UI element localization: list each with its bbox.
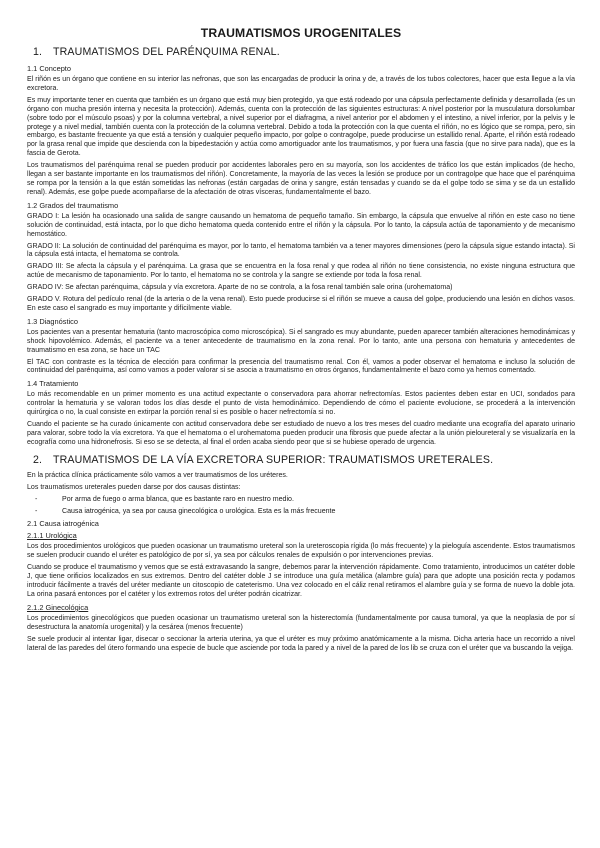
grado-paragraph: GRADO V. Rotura del pedículo renal (de la arteria o de la vena renal). Esto puede producirse si el riñón se mueve a causa del golpe, produciendo una lesión en dichos vasos. En este caso el sangrado es muy importante y difícilmente viable. bbox=[27, 296, 575, 312]
grado-paragraph: GRADO IV: Se afectan parénquima, cápsula y vía excretora. Aparte de no se controla, a la fosa renal también sale orina (urohematoma) bbox=[27, 284, 453, 292]
document-title: TRAUMATISMOS UROGENITALES bbox=[200, 26, 402, 40]
diagnostico-heading: 1.3 Diagnóstico bbox=[27, 316, 78, 326]
section-2-intro: En la práctica clínica prácticamente sólo vamos a ver traumatismos de los uréteres. bbox=[27, 471, 288, 479]
tratamiento-paragraph: Lo más recomendable en un primer momento es una actitud expectante o conservadora para ahorrar nefrectomías. Estos pacientes deben estar en UCI, sondados para controlar la hematuria y se valoran todos los días desde el punto de vista hemodinámico. Dependiendo de cómo el paciente evolucione, se procederá a la intervención quirúrgica o no, la cual consiste en extirpar la porción renal si es posible o hacer nefrectomía si no. bbox=[27, 391, 575, 417]
diagnostico-paragraph: El TAC con contraste es la técnica de elección para confirmar la presencia del traumatismo renal. Con él, vamos a poder observar el hematoma e incluso la solución de continuidad del parénquima, así como vamos a poder valorar si se asocia a traumatismo en otros órganos, fundamentalmente el bazo como ya hemos comentado. bbox=[27, 358, 575, 375]
ginecologica-paragraph: Se suele producir al intentar ligar, disecar o seccionar la arteria uterina, ya que el uréter es muy próximo anatómicamente a la misma. Dicha arteria hace un recorrido a nivel lateral de las paredes del útero formando una especie de bucle que asciende por toda la pared y a nivel de la pared de los lib se cruza con el uréter que va buscando la vejiga. bbox=[27, 635, 575, 652]
concepto-paragraph: El riñón es un órgano que contiene en su interior las nefronas, que son las encargadas de producir la orina y de, a través de los tubos colectores, hacer que esta llegue a la vía excretora. bbox=[27, 76, 575, 92]
grados-heading: 1.2 Grados del traumatismo bbox=[27, 200, 119, 210]
section-1-title: TRAUMATISMOS DEL PARÉNQUIMA RENAL. bbox=[53, 46, 280, 58]
ginecologica-heading: 2.1.2 Ginecológica bbox=[27, 602, 89, 612]
concepto-paragraph: Los traumatismos del parénquima renal se pueden producir por accidentes laborales pero en su mayoría, son los accidentes de tráfico los que están implicados (de hecho, llegan a ser bastante importante en los traumatismos del riñón). Concretamente, la mayoría de las veces la lesión se produce por un contragolpe que hace que el parénquima se rompa por la tensión a la que están sometidas las nefronas (están cargadas de orina y sangre, están tensadas y cuando se da el golpe todo se sima y se da un estallido renal). Además, ese golpe puede acompañarse de la afectación de otras vísceras, fundamentalmente el bazo. bbox=[27, 162, 575, 196]
urologica-heading: 2.1.1 Urológica bbox=[27, 531, 77, 541]
section-2-title: TRAUMATISMOS DE LA VÍA EXCRETORA SUPERIOR: TRAUMATISMOS URETERALES. bbox=[53, 453, 494, 466]
grado-paragraph: GRADO I: La lesión ha ocasionado una salida de sangre causando un hematoma de pequeño tamaño. Sin embargo, la cápsula que envuelve al riñón en este caso no tiene solución de continuidad, está intacta, por lo que dicho hematoma queda contenido entre el riñón y la cápsula. Por lo tanto, la cápsula actúa de taponamiento y de mecanismo hemostático. bbox=[27, 212, 575, 238]
list-item: - Por arma de fuego o arma blanca, que es bastante raro en nuestro medio. bbox=[35, 495, 294, 503]
causa-iatrogenica-heading: 2.1 Causa iatrogénica bbox=[27, 519, 99, 529]
section-2-number: 2. bbox=[33, 453, 43, 466]
list-item: - Causa iatrogénica, ya sea por causa ginecológica o urológica. Esta es la más frecuente bbox=[35, 507, 336, 515]
section-2-intro: Los traumatismos ureterales pueden darse por dos causas distintas: bbox=[27, 483, 241, 491]
ginecologica-paragraph: Los procedimientos ginecológicos que pueden ocasionar un traumatismo ureteral son la histerectomía (fundamentalmente por causa tumoral, ya que la neoplasia de por sí desestructura la anatomía urogenital) y la cesárea (menos frecuente) bbox=[27, 614, 575, 631]
section-2-heading bbox=[33, 454, 575, 466]
concepto-heading: 1.1 Concepto bbox=[27, 64, 71, 73]
tratamiento-paragraph: Cuando el paciente se ha curado únicamente con actitud conservadora debe ser estudiado de nuevo a los tres meses del cuadro mediante una ecografía del aparato urinario para valorar, sobre todo la vía excretora. Ya que el hematoma o el urohematoma pueden producir una fibrosis que puede afectar a la unión pieloureteral y se visualizaría en la ecografía como una hidronefrosis. Si eso se se detecta, al final el orden acaba siendo peor que si se hubiese operado de urgencia. bbox=[27, 421, 575, 446]
diagnostico-paragraph: Los pacientes van a presentar hematuria (tanto macroscópica como microscópica). Si el sangrado es muy abundante, pueden aparecer también alteraciones hemodinámicas y shock hipovolémico. Además, el paciente va a tener antecedente de traumatismo en la zona renal. Por lo tanto, ante una persona con hematuria y antecedentes de traumatismo en esa zona, se hace un TAC bbox=[27, 328, 575, 354]
cause-text: Causa iatrogénica, ya sea por causa ginecológica o urológica. Esta es la más frecuente bbox=[62, 507, 336, 515]
grado-paragraph: GRADO II: La solución de continuidad del parénquima es mayor, por lo tanto, el hematoma también va a tener mayores dimensiones (pero la cápsula sigue estando intacta). Si la cápsula está intacta, el hematoma se controla. bbox=[27, 242, 576, 259]
section-1-heading bbox=[33, 46, 575, 58]
causes-list bbox=[27, 496, 575, 517]
cause-text: Por arma de fuego o arma blanca, que es bastante raro en nuestro medio. bbox=[62, 495, 294, 503]
grado-paragraph: GRADO III: Se afecta la cápsula y el parénquima. La grasa que se encuentra en la fosa renal y que rodea al riñón no tiene consistencia, no existe ninguna estructura que actúe de mecanismo de taponamiento. Por lo tanto, el hematoma no se controla y la sangre se extiende por toda la fosa renal. bbox=[27, 263, 575, 280]
urologica-paragraph: Los dos procedimientos urológicos que pueden ocasionar un traumatismo ureteral son la ureteroscopia rígida (lo más frecuente) y la pieloguía ascendente. Estos traumatismos se suelen producir cuando el uréter es patológico de por sí, ya sea por cálculos renales de expulsión o por intervenciones previas. bbox=[27, 543, 575, 560]
urologica-paragraph: Cuando se produce el traumatismo y vemos que se está extravasando la sangre, debemos parar la intervención rápidamente. Como tratamiento, introducimos un catéter doble J, que tiene orificios localizados en sus extremos. Dentro del catéter doble J se introduce una guía metálica (alambre guía) para que adopte una posición recta y podamos introducir fácilmente a través del uréter mediante un citoscopio de cateterismo. Una vez colocado en el cáliz renal retiramos el alambre guía y se forma de nuevo la doble jota. La orina pasará entonces por el catéter y los extremos rotos del uréter podrán cicatrizar. bbox=[27, 564, 575, 598]
concepto-paragraph: Es muy importante tener en cuenta que también es un órgano que está muy bien protegido, ya que está rodeado por una cápsula perfectamente definida y desarrollada (es un órgano con mucha presión interna y necesita la protección). Además, cuenta con la protección de las siguientes estructuras: A nivel posterior por la musculatura dorsolumbar (sobre todo por el músculo psoas) y por la columna vertebral, a nivel superior por el diafragma, a nivel anterior por el abdomen y el intestino, a nivel inferior, por la pelvis y le protege y a nivel medial, también cuenta con la protección de la columna vertebral. Debido a toda la protección con la que cuenta el riñón, no es lógico que se rompa, pero, sin embargo, es bastante frecuente ya que está a tensión y cualquier pequeño impacto, por golpe o contragolpe, puede producirse un estallido renal. Aparte, el riñón está rodeado por la grasa renal que impide que descienda con la bipedestación y actúa como amortiguador ante los traumatismos, y por fuera una fascia (que no sirve para nada), que es la fascia de Gerota. bbox=[27, 96, 575, 158]
tratamiento-heading: 1.4 Tratamiento bbox=[27, 379, 79, 389]
section-1-number: 1. bbox=[33, 46, 43, 58]
